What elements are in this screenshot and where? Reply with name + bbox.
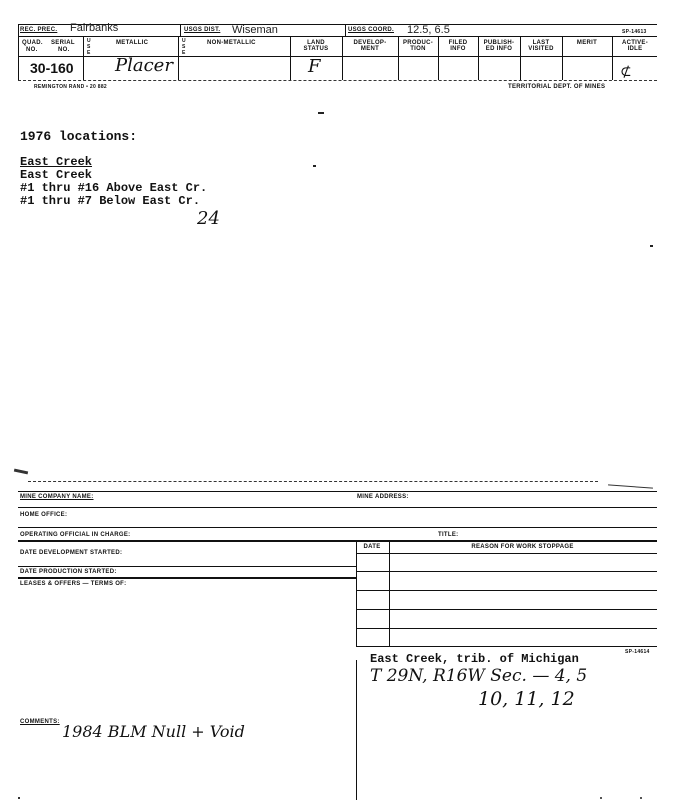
usgs-coord-label: USGS COORD. bbox=[348, 27, 394, 33]
locations-heading: 1976 locations: bbox=[20, 129, 138, 144]
form-number-2: SP-14614 bbox=[625, 649, 650, 655]
location-note-hand-1: T 29N, R16W Sec. — 4, 5 bbox=[370, 666, 588, 686]
col-filed-info: FILED INFO bbox=[448, 40, 468, 52]
col-land-status: LAND STATUS bbox=[303, 40, 329, 52]
active-idle-value: ⊄ bbox=[620, 64, 632, 80]
typed-line-4: #1 thru #7 Below East Cr. bbox=[20, 194, 201, 208]
col-merit: MERIT bbox=[576, 40, 598, 46]
page-mark: 24 bbox=[197, 208, 220, 229]
col-no-1: NO. bbox=[26, 47, 38, 53]
typed-line-2: East Creek bbox=[20, 168, 93, 182]
leases-label: LEASES & OFFERS — TERMS OF: bbox=[20, 581, 127, 587]
corner-mark bbox=[14, 469, 28, 475]
comments-label: COMMENTS: bbox=[20, 719, 60, 725]
col-metallic: METALLIC bbox=[116, 40, 149, 46]
stray-mark bbox=[640, 797, 642, 799]
agency-name: TERRITORIAL DEPT. OF MINES bbox=[508, 84, 606, 90]
land-status-value: F bbox=[308, 56, 321, 77]
typed-line-3: #1 thru #16 Above East Cr. bbox=[20, 181, 208, 195]
stray-mark bbox=[313, 165, 316, 167]
col-published-info: PUBLISH-ED INFO bbox=[483, 40, 515, 52]
mine-company-name-label: MINE COMPANY NAME: bbox=[20, 494, 94, 500]
operating-official-label: OPERATING OFFICIAL IN CHARGE: bbox=[20, 532, 131, 538]
reason-column-header: REASON FOR WORK STOPPAGE bbox=[471, 544, 574, 550]
col-production: PRODUC-TION bbox=[402, 40, 434, 52]
date-dev-started-label: DATE DEVELOPMENT STARTED: bbox=[20, 550, 123, 556]
date-column-header: DATE bbox=[363, 544, 381, 550]
col-use-1: U S E bbox=[87, 38, 91, 56]
comments-handwriting: 1984 BLM Null + Void bbox=[62, 722, 245, 741]
col-last-visited: LAST VISITED bbox=[528, 40, 554, 52]
col-use-2: U S E bbox=[182, 38, 186, 56]
location-note-hand-2: 10, 11, 12 bbox=[478, 688, 575, 710]
col-development: DEVELOP-MENT bbox=[353, 40, 387, 52]
home-office-label: HOME OFFICE: bbox=[20, 512, 68, 518]
usgs-coord-value: 12.5, 6.5 bbox=[407, 24, 450, 36]
title-label: TITLE: bbox=[438, 532, 459, 538]
col-active-idle: ACTIVE-IDLE bbox=[621, 40, 649, 52]
date-prod-started-label: DATE PRODUCTION STARTED: bbox=[20, 569, 117, 575]
corner-mark bbox=[608, 484, 653, 488]
mine-address-label: MINE ADDRESS: bbox=[357, 494, 409, 500]
printer-imprint: REMINGTON RAND • 20 882 bbox=[34, 84, 108, 90]
typed-line-1: East Creek bbox=[20, 155, 93, 169]
col-non-metallic: NON-METALLIC bbox=[207, 40, 256, 46]
stray-mark bbox=[318, 112, 324, 114]
stray-mark bbox=[18, 797, 20, 799]
location-note-typed: East Creek, trib. of Michigan bbox=[370, 652, 579, 666]
usgs-dist-value: Wiseman bbox=[232, 24, 278, 36]
usgs-dist-label: USGS DIST. bbox=[184, 27, 221, 33]
quad-serial-value: 30-160 bbox=[30, 60, 74, 76]
rec-prec-value: Fairbanks bbox=[70, 22, 119, 34]
stray-mark bbox=[600, 797, 602, 799]
col-serial: SERIAL bbox=[51, 40, 75, 46]
stray-mark bbox=[650, 245, 653, 247]
rec-prec-label: REC. PREC. bbox=[20, 27, 58, 33]
col-quad: QUAD. bbox=[22, 40, 43, 46]
col-no-2: NO. bbox=[58, 47, 70, 53]
form-number: SP-14613 bbox=[622, 29, 647, 35]
metallic-value: Placer bbox=[115, 55, 173, 76]
